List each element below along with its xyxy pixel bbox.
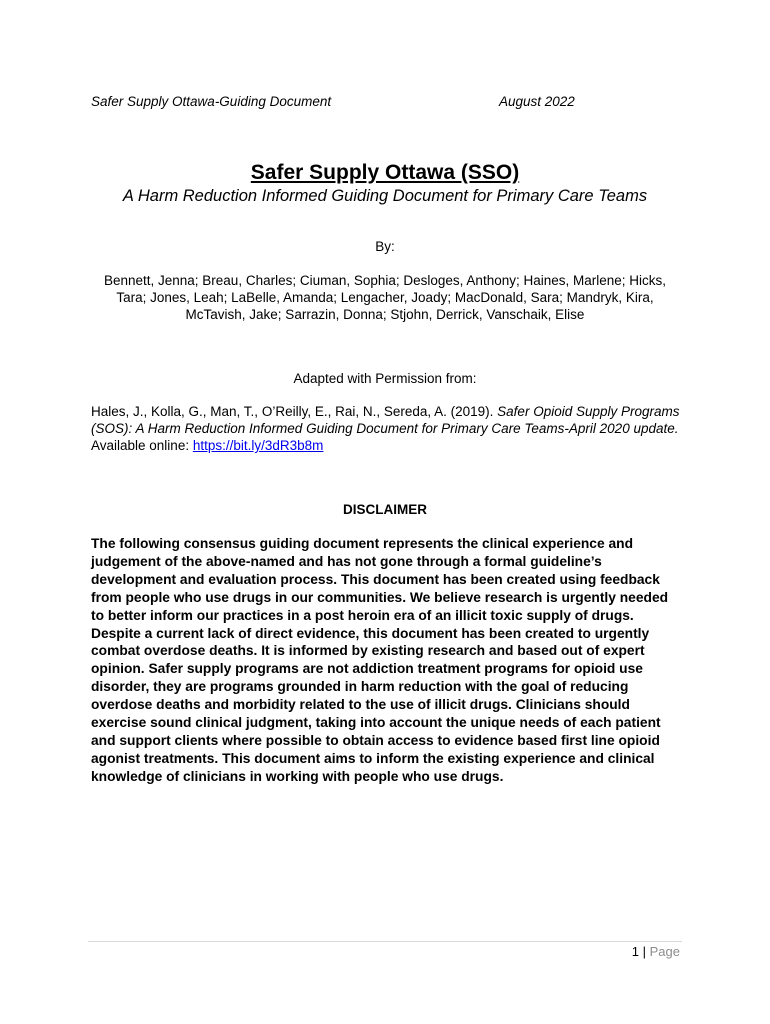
citation-link[interactable]: https://bit.ly/3dR3b8m (192, 438, 324, 453)
page-label: Page (649, 944, 680, 959)
page-footer (88, 944, 680, 959)
citation-available-label: Available online: (91, 438, 190, 453)
disclaimer-body: The following consensus guiding document represents the clinical experience and judgement of the above-named and has not gone through a formal guideline’s development and evaluation process. This document has been created using feedback from people who use drugs in our communities. We believe research is urgently needed to better inform our practices in a post heroin era of an illicit toxic supply of drugs. Despite a current lack of direct evidence, this document has been created to urgently combat overdose deaths. It is informed by existing research and based out of expert opinion. Safer supply programs are not addiction treatment programs for opioid use disorder, they are programs grounded in harm reduction with the goal of reducing overdose deaths and morbidity related to the use of illicit drugs. Clinicians should exercise sound clinical judgment, taking into account the unique needs of each patient and support clients where possible to obtain access to evidence based first line opioid agonist treatments. This document aims to inform the existing experience and clinical knowledge of clinicians in working with people who use drugs. (91, 536, 669, 784)
by-label: By: (375, 239, 395, 254)
document-title: Safer Supply Ottawa (SSO) (250, 161, 520, 184)
page-number: 1 (631, 944, 639, 959)
adapted-label: Adapted with Permission from: (293, 371, 477, 386)
citation-authors: Hales, J., Kolla, G., Man, T., O’Reilly, E., Rai, N., Sereda, A. (2019). (91, 404, 494, 419)
footer-separator: | (642, 944, 646, 959)
citation-work-title: Safer Opioid Supply Programs (SOS): A Harm Reduction Informed Guiding Document for Primary Care Teams-April 2020 update. (91, 404, 680, 436)
author-list: Bennett, Jenna; Breau, Charles; Ciuman, Sophia; Desloges, Anthony; Haines, Marlene; Hicks, Tara; Jones, Leah; LaBelle, Amanda; Lengacher, Joady; MacDonald, Sara; Mandryk, Kira, McTavish, Jake; Sarrazin, Donna; Stjohn, Derrick, Vanschaik, Elise (103, 273, 667, 322)
header-document-title: Safer Supply Ottawa-Guiding Document (91, 94, 332, 109)
footer-divider (88, 941, 682, 942)
document-subtitle: A Harm Reduction Informed Guiding Document for Primary Care Teams (122, 187, 648, 205)
header-date: August 2022 (499, 94, 575, 109)
disclaimer-heading: DISCLAIMER (343, 502, 427, 517)
source-citation (91, 403, 683, 454)
